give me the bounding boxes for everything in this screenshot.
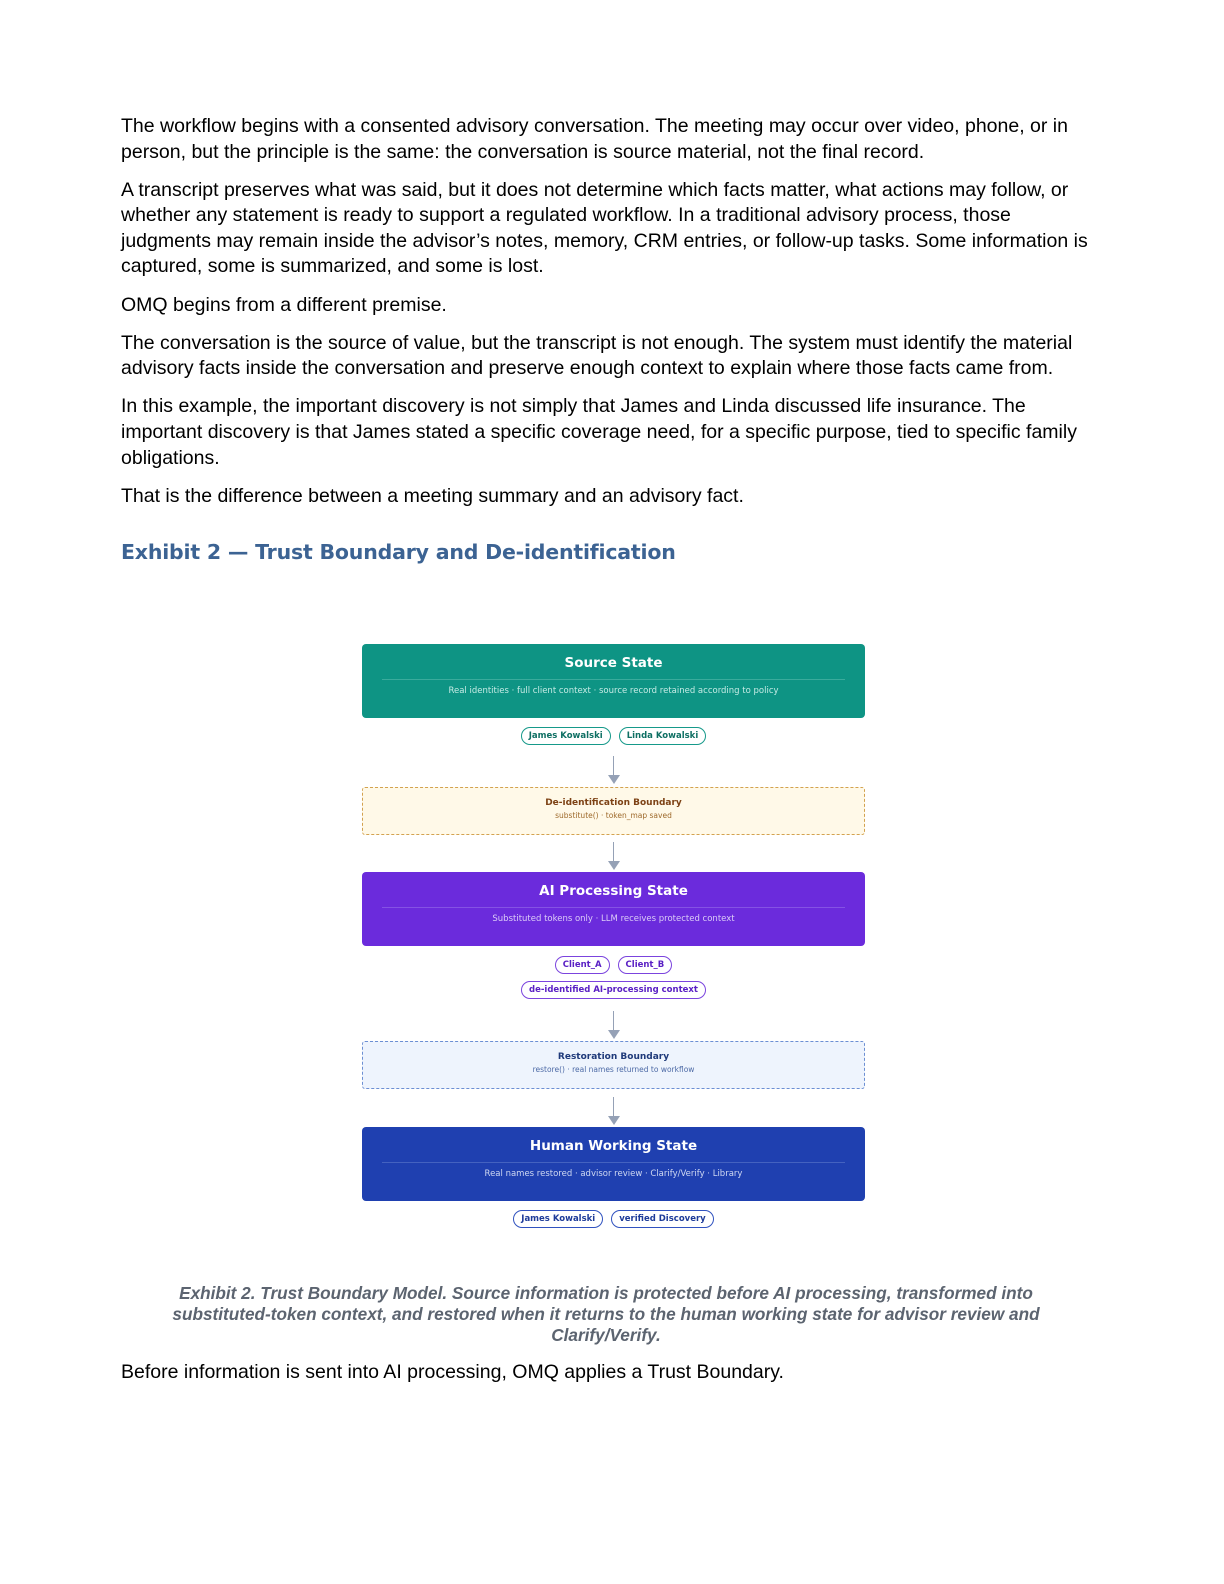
source-state-subtitle: Real identities · full client context · source record retained according to policy bbox=[448, 686, 779, 696]
restoration-boundary-subtitle: restore() · real names returned to workflow bbox=[532, 1065, 695, 1074]
ai-processing-state-divider bbox=[382, 907, 845, 908]
arrow-down-icon bbox=[608, 1011, 620, 1041]
human-working-state-title: Human Working State bbox=[529, 1138, 698, 1154]
tag-client-a: Client_A bbox=[555, 956, 610, 974]
source-state-divider bbox=[382, 679, 845, 680]
document-body bbox=[121, 114, 1091, 564]
restoration-boundary-box bbox=[362, 1041, 865, 1089]
deidentification-boundary-box bbox=[362, 787, 865, 835]
exhibit-heading: Exhibit 2 — Trust Boundary and De-identification bbox=[121, 540, 676, 565]
paragraph-example: In this example, the important discovery is not simply that James and Linda discussed life insurance. The important discovery is that James stated a specific coverage need, for a specific purpose, tied to specific family obligations. bbox=[121, 395, 1077, 469]
source-state-title: Source State bbox=[564, 655, 663, 671]
source-tags bbox=[362, 727, 865, 745]
deidentification-boundary-subtitle: substitute() · token_map saved bbox=[555, 811, 672, 820]
restoration-boundary-title: Restoration Boundary bbox=[557, 1052, 670, 1062]
paragraph-transcript: A transcript preserves what was said, but it does not determine which facts matter, what actions may follow, or whether any statement is ready to support a regulated workflow. In a traditional advisory process, those judgments may remain inside the advisor’s notes, memory, CRM entries, or follow-up tasks. Some information is captured, some is summarized, and some is lost. bbox=[121, 178, 1088, 278]
human-working-state-divider bbox=[382, 1162, 845, 1163]
tag-james-kowalski: James Kowalski bbox=[521, 727, 611, 745]
paragraph-workflow: The workflow begins with a consented advisory conversation. The meeting may occur over video, phone, or in person, but the principle is the same: the conversation is source material, not the final record. bbox=[121, 115, 1068, 163]
ai-context-tags bbox=[362, 981, 865, 999]
exhibit-caption: Exhibit 2. Trust Boundary Model. Source information is protected before AI processing, transformed into substituted-token context, and restored when it returns to the human working state for advisor review and Clarify/Verify. bbox=[172, 1283, 1040, 1345]
tag-verified-discovery: verified Discovery bbox=[611, 1210, 713, 1228]
paragraph-source-of-value: The conversation is the source of value, but the transcript is not enough. The system must identify the material advisory facts inside the conversation and preserve enough context to explain where those facts came from. bbox=[121, 331, 1073, 380]
deidentification-boundary-title: De-identification Boundary bbox=[545, 798, 682, 808]
human-working-state-box bbox=[362, 1127, 865, 1201]
tag-client-b: Client_B bbox=[618, 956, 673, 974]
human-tags bbox=[362, 1210, 865, 1228]
ai-processing-state-title: AI Processing State bbox=[539, 883, 688, 899]
tag-linda-kowalski: Linda Kowalski bbox=[619, 727, 707, 745]
ai-processing-state-subtitle: Substituted tokens only · LLM receives protected context bbox=[492, 914, 735, 924]
ai-processing-state-box bbox=[362, 872, 865, 946]
arrow-down-icon bbox=[608, 842, 620, 872]
paragraph-trust-boundary: Before information is sent into AI processing, OMQ applies a Trust Boundary. bbox=[121, 1361, 784, 1383]
trust-boundary-diagram bbox=[362, 644, 865, 1228]
paragraph-difference: That is the difference between a meeting summary and an advisory fact. bbox=[121, 484, 744, 507]
arrow-down-icon bbox=[608, 1097, 620, 1127]
tag-deidentified-context: de-identified AI-processing context bbox=[521, 981, 706, 999]
tag-james-kowalski-restored: James Kowalski bbox=[513, 1210, 603, 1228]
paragraph-premise: OMQ begins from a different premise. bbox=[121, 293, 447, 316]
source-state-box bbox=[362, 644, 865, 718]
human-working-state-subtitle: Real names restored · advisor review · Clarify/Verify · Library bbox=[484, 1169, 743, 1179]
ai-tags bbox=[362, 956, 865, 974]
arrow-down-icon bbox=[608, 756, 620, 786]
